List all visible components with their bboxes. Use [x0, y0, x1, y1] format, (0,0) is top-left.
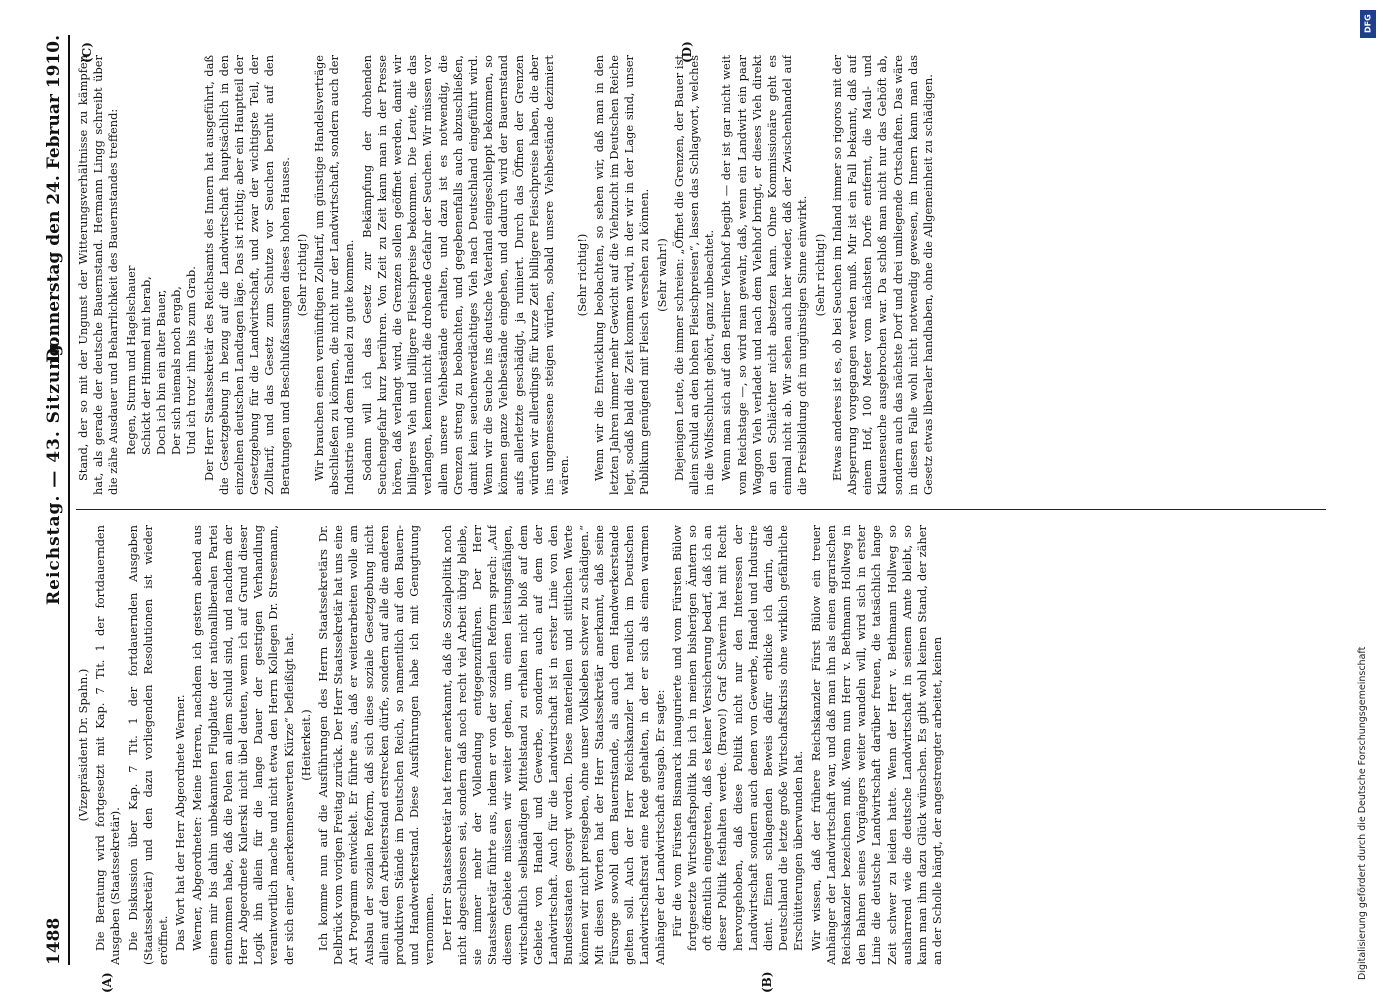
column-divider [76, 509, 1326, 510]
right-column [76, 55, 1326, 495]
page-header [40, 35, 70, 965]
paragraph: Werner, Abgeordneter: Meine Herren, nachdem ich gestern abend aus einem mir bis dahin unbekannten Flugblatte der nationalliberalen Partei entnommen habe, daß die Polen an allem schuld sind, und nachdem der Herr Abgeordnete Kulerski nicht übel deuten, wenn ich auf Grund dieser Logik ihn allein für die lange Dauer der gestrigen Verhandlung verantwortlich mache und nicht etwa den Herrn Kollegen Dr. Stresemann, der sich einer „anerkennenswerten Kürze“ befleißigt hat. [190, 525, 296, 965]
left-column [76, 525, 1326, 965]
interjection: (Sehr richtig!) [294, 233, 309, 317]
interjection: (Heiterkeit.) [298, 709, 313, 781]
verse-line: Schickt der Himmel mit herab, [138, 276, 153, 455]
paragraph: Der Herr Staatssekretär des Reichsamts des Innern hat ausgeführt, daß die Gesetzgebung in bezug auf die Landwirtschaft hauptsächlich in den einzelnen deutschen Landtagen läge. Das ist richtig; aber ein Hauptteil der Gesetzgebung für die Landwirtschaft, und zwar der wichtigste Teil, der Zolltarif, und das Gesetz zum Schutze vor Seuchen beruht auf den Beratungen und Beschlußfassungen dieses hohen Hauses. [201, 55, 292, 495]
verse-line: Regen, Sturm und Hagelschauer [123, 265, 138, 455]
header-title: Reichstag. — 43. Sitzung. [44, 336, 64, 605]
paragraph: Die Diskussion über Kap. 7 Tit. 1 der fortdauernden Ausgaben (Staatssekretär) und den dazu vorliegenden Resolutionen ist wieder eröffnet. [125, 525, 171, 965]
side-note [1357, 20, 1373, 980]
quotation: Für die vom Fürsten Bismarck inaugurierte und vom Fürsten Bülow fortgesetzte Wirtschaftspolitik bin ich in meinen bisherigen Ämtern so oft öffentlich eingetreten, daß es keiner Versicherung bedarf, daß ich an dieser Politik festhalten werde. (Bravo!) Graf Schwerin hat mit Recht hervorgehoben, daß diese Politik nicht nur den Interessen der Landwirtschaft sondern auch denen von Gewerbe, Handel und Industrie dient. Einen schlagenden Beweis dafür erblicke ich darin, daß Deutschland die letzte große Wirtschaftskrisis ohne wirklich gefährliche Erschütterungen überwunden hat. [669, 525, 806, 951]
paragraph: Das Wort hat der Herr Abgeordnete Werner. [173, 694, 188, 951]
paragraph: Wenn man sich auf den Berliner Viehhof begibt — der ist gar nicht weit vom Reichstage —, so wird man gewahr, daß, wenn ein Landwirt ein paar Waggon Vieh verladet und nach dem Viehhof bringt, er dieses Vieh direkt an den Schlächter nicht absetzen kann. Ohne Kommissionäre geht es einmal nicht ab. Wir sehen auch hier wieder, daß der Zwischenhandel auf die Preisbildung oft im ungünstigen Sinne einwirkt. [719, 55, 810, 495]
verse-line: Doch ich bin ein alter Bauer, [154, 289, 169, 455]
funding-note: Digitalisierung gefördert durch die Deutsche Forschungsgemeinschaft [1357, 646, 1368, 980]
page-number: 1488 [44, 917, 64, 965]
verse-line: Der sich niemals noch ergab, [169, 286, 184, 455]
paragraph: Wenn wir die Entwicklung beobachten, so sehen wir, daß man in den letzten Jahren immer mehr Gewicht auf die Viehzucht im Deutschen Reiche legt, sodaß bald die Zeit kommen wird, in der wir in der Lage sind, unser Publikum genügend mit Fleisch versehen zu können. [591, 55, 652, 495]
margin-letter-c: (C) [80, 42, 94, 63]
interjection: (Sehr wahr!) [654, 238, 669, 312]
margin-letter-d: (D) [680, 41, 694, 63]
margin-letter-a: (A) [100, 972, 114, 993]
paragraph: Wir wissen, daß der frühere Reichskanzler Fürst Bülow ein treuer Anhänger der Landwirtschaft war, und daß man ihn als einen agrarischen Reichskanzler bezeichnen muß. Wenn nun Herr v. Bethmann Hollweg in den Bahnen seines Vorgängers weiter wandeln will, wird sich in erster Linie die deutsche Landwirtschaft darüber freuen, die tatsächlich lange Zeit schwer zu leiden hatte. Wenn der Herr v. Bethmann Hollweg so ausharrend wie die deutsche Landwirtschaft in seinem Amte bleibt, so kann man ihm dazu Glück wünschen. Es gibt wohl keinen Stand, der zäher an der Scholle hängt, der angestrengter arbeitet, keinen [808, 525, 945, 965]
paragraph: Stand, der so mit der Ungunst der Witterungsverhältnisse zu kämpfen hat, als gerade der deutsche Bauernstand. Hermann Lingg schreibt über die zähe Ausdauer und Beharrlichkeit des Bauernstandes treffend: [76, 55, 121, 495]
paragraph: Etwas anderes ist es, ob bei Seuchen im Inland immer so rigoros mit der Absperrung vorgegangen werden muß. Mir ist ein Fall bekannt, daß auf einem Hof, 100 Meter vom nächsten Dorfe entfernt, die Maul- und Klauenseuche ausgebrochen war. Da schloß man nicht nur das Gehöft ab, sondern auch das nächste Dorf und drei umliegende Ortschaften. Das wäre in diesen Falle wohl nicht notwendig gewesen, im Innern kann man das Gesetz etwas liberaler handhaben, ohne die Allgemeinheit zu schädigen. [829, 55, 935, 495]
document-page [40, 35, 1340, 993]
paragraph: Sodann will ich das Gesetz zur Bekämpfung der drohenden Seuchengefahr kurz berühren. Von Zeit zu Zeit kann man in der Presse hören, daß verlangt wird, die Grenzen sollen geöffnet werden, damit wir billigeres Vieh und billigere Fleischpreise bekommen. Die Leute, die das verlangen, kennen nicht die drohende Gefahr der Seuchen. Wir müssen vor allem unsere Viehbestände erhalten, und dazu ist es notwendig, die Grenzen streng zu beobachten, und gegebenenfalls auch abzuschließen, damit kein seuchenverdächtiges Vieh nach Deutschland eingeführt wird. Wenn wir die Seuche ins deutsche Vaterland eingeschleppt bekommen, so können ganze Viehbestände eingehen, und dadurch wird der Bauernstand aufs allerletzte geschädigt, ja ruiniert. Durch das Öffnen der Grenzen würden wir allerdings für kurze Zeit billigere Fleischpreise haben, die aber ins ungemessene steigen würden, sobald unsere Viehbestände dezimiert wären. [359, 55, 572, 495]
interjection: (Sehr richtig!) [812, 233, 827, 317]
header-date: Donnerstag den 24. Februar 1910. [44, 35, 64, 363]
paragraph: Ich komme nun auf die Ausführungen des Herrn Staatssekretärs Dr. Delbrück vom vorigen Freitag zurück. Der Herr Staatssekretär hat uns eine Art Programm entwickelt. Er führte aus, daß er weiterarbeiten wolle am Ausbau der sozialen Reform, daß sich diese soziale Gesetzgebung nicht allein auf den Arbeiterstand erstrecken dürfe, sondern auf alle die anderen produktiven Stände im Deutschen Reich, so namentlich auf den Bauern- und Handwerkerstand. Diese Ausführungen habe ich mit Genugtuung vernommen. [316, 525, 437, 965]
paragraph: Diejenigen Leute, die immer schreien: „Öffnet die Grenzen, der Bauer ist allein schuld an den hohen Fleischpreisen“, lassen das Schlagwort, welches in die Wolfsschlucht gehört, ganz unbeachtet. [671, 55, 717, 495]
paragraph: (Vizepräsident Dr. Spahn.) [76, 668, 90, 822]
margin-letter-b: (B) [760, 971, 774, 993]
verse-line: Und ich trotz' ihm bis zum Grab. [184, 266, 199, 455]
paragraph: Der Herr Staatssekretär hat ferner anerkannt, daß die Sozialpolitik noch nicht abgeschlossen sei, sondern daß noch recht viel Arbeit übrig bleibe, sie immer mehr der Vollendung entgegenzuführen. Der Herr Staatssekretär führte aus, indem er von der sozialen Reform sprach: „Auf diesem Gebiete müssen wir weiter gehen, um einen leistungsfähigen, wirtschaftlich selbständigen Mittelstand zu erhalten nicht bloß auf dem Gebiete von Handel und Gewerbe, sondern auch auf dem der Landwirtschaft. Auch für die Landwirtschaft ist in erster Linie von den Bundesstaaten gesorgt worden. Diese materiellen und sittlichen Werte können wir nicht preisgeben, ohne unser Volksleben schwer zu schädigen.“ Mit diesen Worten hat der Herr Staatssekretär anerkannt, daß seine Fürsorge sowohl dem Bauernstande, als auch dem Handwerkerstande gelten soll. Auch der Herr Reichskanzler hat neulich im Deutschen Landwirtschaftsrat eine Rede gehalten, in der er sich als einen warmen Anhänger der Landwirtschaft ausgab. Er sagte: [439, 525, 667, 965]
dfg-logo: DFG [1360, 10, 1376, 38]
interjection: (Sehr richtig!) [574, 233, 589, 317]
paragraph: Wir brauchen einen vernünftigen Zolltarif, um günstige Handelsverträge abschließen zu können, die nicht nur der Landwirtschaft, sondern auch der Industrie und dem Handel zu gute kommen. [312, 55, 357, 495]
paragraph: Die Beratung wird fortgesetzt mit Kap. 7 Tit. 1 der fortdauernden Ausgaben (Staatssekretär). [93, 525, 123, 965]
